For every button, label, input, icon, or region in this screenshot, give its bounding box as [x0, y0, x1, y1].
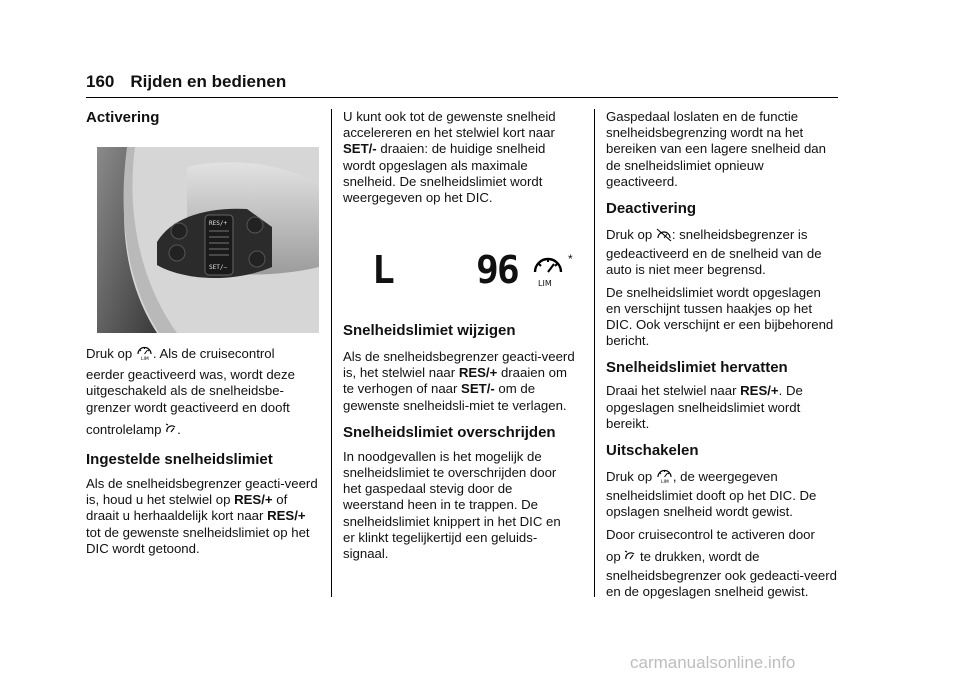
col1-para-1: Druk op LIM . Als de cruisecontrol [86, 344, 318, 365]
column-2 [343, 109, 575, 206]
cruise-control-icon-2 [624, 550, 636, 568]
heading-ingestelde: Ingestelde snelheidslimiet [86, 451, 273, 469]
speed-limiter-icon [136, 344, 153, 365]
col2-para-1: U kunt ook tot de gewenste snelheid accelereren en het stelwiel kort naar SET/- draaien: de huidige snelheid wordt opgeslagen als maximale snelheid. De snelheidslimiet wordt weergegeven op het DIC. [343, 109, 556, 206]
col3-para-2: Druk op : snelheidsbegrenzer is gedeactiveerd en de snelheid van de auto is niet meer begrensd. [606, 227, 822, 278]
col3-para-5: Druk op LIM , de weergegeven snelheidslimiet dooft op het DIC. De opslagen snelheid wordt gewist. [606, 469, 817, 520]
column-divider-1 [331, 109, 332, 597]
heading-uitschakelen: Uitschakelen [606, 442, 699, 460]
dic-lim-label: LIM [538, 279, 552, 288]
cruise-control-icon [165, 423, 177, 441]
column-divider-2 [594, 109, 595, 597]
column-2-body [343, 322, 575, 562]
column-1 [86, 109, 318, 127]
dic-speed-value: 96 [476, 248, 518, 292]
photo-set-label: SET/– [209, 264, 228, 271]
watermark: carmanualsonline.info [630, 653, 796, 672]
heading-activering: Activering [86, 109, 160, 126]
limiter-off-icon [656, 228, 672, 246]
dic-display [362, 248, 580, 296]
heading-wijzigen: Snelheidslimiet wijzigen [343, 322, 516, 339]
col3-para-1: Gaspedaal loslaten en de functie snelheidsbegrenzing wordt na het bereiken van een lagere snelheid dan de snelheidslimiet opnieuw geactiveerd. [606, 109, 826, 189]
header-rule [86, 97, 838, 98]
photo-res-label: RES/+ [209, 220, 228, 227]
col3-para-3: De snelheidslimiet wordt opgeslagen en verschijnt tussen haakjes op het DIC. Ook verschijnt er een bijbehorend bericht. [606, 284, 834, 349]
heading-hervatten: Snelheidslimiet hervatten [606, 359, 788, 377]
heading-deactivering: Deactivering [606, 200, 697, 218]
svg-text:LIM: LIM [660, 480, 669, 485]
col1-para-1-cont: eerder geactiveerd was, wordt deze uitgeschakeld als de snelheidsbe-grenzer wordt geactiveerd en dooft [86, 367, 295, 415]
speed-limiter-icon-2 [656, 467, 673, 488]
page-number: 160 [86, 72, 115, 91]
dic-asterisk: * [568, 252, 573, 266]
page-header [86, 72, 286, 92]
col2-para-2: Als de snelheidsbegrenzer geacti-veerd is, het stelwiel naar RES/+ draaien om te verhogen of naar SET/- om de gewenste snelheidsli-miet te verlagen. [343, 349, 575, 413]
column-3 [606, 109, 838, 600]
svg-text:LIM: LIM [140, 357, 149, 361]
col3-para-4: Draai het stelwiel naar RES/+. De opgeslagen snelheidslimiet wordt bereikt. [606, 383, 803, 431]
col2-para-3: In noodgevallen is het mogelijk de snelheidslimiet te overschrijden door het gaspedaal stevig door de weerstand heen in te trappen. De snelheidslimiet knippert in het DIC en er klinkt tegelijkertijd een geluids-signaal. [343, 448, 561, 562]
dic-gear-indicator: L [372, 248, 395, 292]
steering-wheel-photo [97, 147, 319, 333]
col1-para-1-end: controlelamp . [86, 422, 318, 441]
column-1-body [86, 344, 318, 557]
col3-para-7: op te drukken, wordt de snelheidsbegrenzer ook gedeacti-veerd en de opgeslagen snelheid gewist. [606, 548, 837, 600]
col3-para-6: Door cruisecontrol te activeren door [606, 526, 815, 542]
col1-para-2: Als de snelheidsbegrenzer geacti-veerd is, houd u het stelwiel op RES/+ of draait u herhaaldelijk kort naar RES/+ tot de gewenste snelheidslimiet op het DIC wordt getoond. [86, 476, 318, 556]
page-title: Rijden en bedienen [130, 72, 287, 91]
heading-overschrijden: Snelheidslimiet overschrijden [343, 423, 556, 441]
